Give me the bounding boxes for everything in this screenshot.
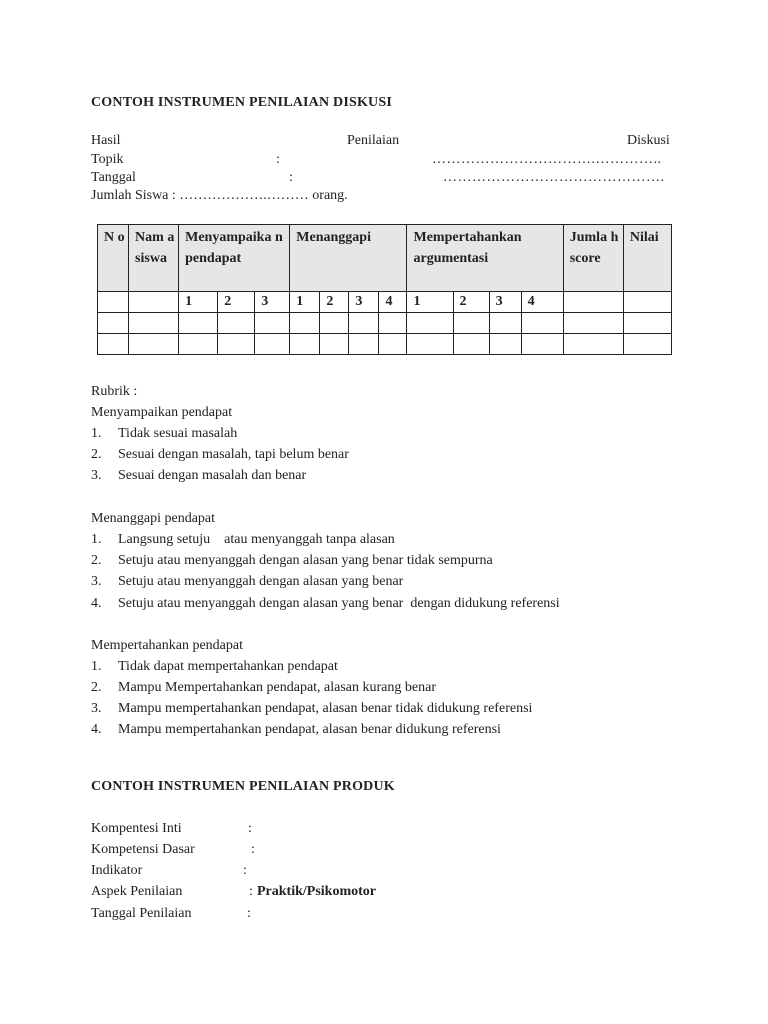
- field-colon: :: [247, 906, 251, 921]
- jumlah-siswa: Jumlah Siswa : ……………….……… orang.: [91, 188, 348, 203]
- field-label: Indikator: [91, 863, 143, 878]
- list-item: 4. Setuju atau menyanggah dengan alasan yang benar dengan didukung referensi: [91, 596, 560, 611]
- field-colon: :: [251, 842, 255, 857]
- table-cell: [563, 334, 623, 355]
- table-row: [98, 313, 672, 334]
- header-menanggapi: Menanggapi: [290, 225, 407, 292]
- tanggal-dots: ……………………………………….: [443, 170, 665, 185]
- list-item: 3. Setuju atau menyanggah dengan alasan yang benar: [91, 574, 404, 589]
- topik-dots: …………………………….…………..: [432, 152, 662, 167]
- diskusi-title: CONTOH INSTRUMEN PENILAIAN DISKUSI: [91, 95, 392, 110]
- field-colon: :: [243, 863, 247, 878]
- table-cell: [320, 313, 349, 334]
- rubrik-label: Rubrik :: [91, 384, 138, 399]
- score-number-row: [98, 292, 672, 313]
- table-header-row: [98, 225, 672, 292]
- table-cell: [349, 313, 379, 334]
- field-label: Tanggal Penilaian: [91, 906, 192, 921]
- list-item: 1. Tidak sesuai masalah: [91, 426, 238, 441]
- table-cell: [563, 313, 623, 334]
- assessment-table: [97, 224, 672, 355]
- table-cell: [349, 334, 379, 355]
- table-cell: [179, 334, 218, 355]
- list-item: 3. Sesuai dengan masalah dan benar: [91, 468, 307, 483]
- table-cell: [379, 313, 407, 334]
- field-label: Kompentesi Inti: [91, 821, 182, 836]
- penilaian-word: Penilaian: [347, 133, 400, 148]
- tanggal-colon: :: [289, 170, 293, 185]
- field-label: Kompetensi Dasar: [91, 842, 195, 857]
- tanggal-label: Tanggal: [91, 170, 136, 185]
- header-menyampaikan: Menyampaika n pendapat: [179, 225, 290, 292]
- rubrik-section-title: Menanggapi pendapat: [91, 511, 216, 526]
- table-cell: [320, 334, 349, 355]
- table-cell: [218, 313, 255, 334]
- table-cell: [521, 313, 563, 334]
- table-cell: [290, 334, 320, 355]
- table-cell: [623, 313, 671, 334]
- table-cell: [623, 292, 671, 313]
- field-colon: :: [248, 821, 252, 836]
- topik-label: Topik: [91, 152, 124, 167]
- list-item: 3. Mampu mempertahankan pendapat, alasan benar tidak didukung referensi: [91, 701, 533, 716]
- header-nilai: Nilai: [623, 225, 671, 292]
- table-cell: [218, 334, 255, 355]
- list-item: 2. Setuju atau menyanggah dengan alasan yang benar tidak sempurna: [91, 553, 493, 568]
- score-label: 3: [349, 292, 379, 313]
- list-item: 2. Sesuai dengan masalah, tapi belum benar: [91, 447, 349, 462]
- table-cell: [129, 313, 179, 334]
- topik-colon: :: [276, 152, 280, 167]
- score-label: 3: [255, 292, 290, 313]
- diskusi-word: Diskusi: [627, 133, 670, 148]
- table-cell: [521, 334, 563, 355]
- header-jumlah-score: Jumla h score: [563, 225, 623, 292]
- table-cell: [255, 334, 290, 355]
- score-label: 2: [320, 292, 349, 313]
- score-label: 1: [290, 292, 320, 313]
- field-label: Aspek Penilaian: [91, 884, 183, 899]
- produk-title: CONTOH INSTRUMEN PENILAIAN PRODUK: [91, 779, 395, 794]
- table-cell: [129, 292, 179, 313]
- list-item: 1. Tidak dapat mempertahankan pendapat: [91, 659, 338, 674]
- table-cell: [255, 313, 290, 334]
- rubrik-section-title: Mempertahankan pendapat: [91, 638, 243, 653]
- score-label: 1: [407, 292, 453, 313]
- table-cell: [623, 334, 671, 355]
- table-cell: [129, 334, 179, 355]
- table-cell: [179, 313, 218, 334]
- score-label: 4: [379, 292, 407, 313]
- table-cell: [407, 334, 453, 355]
- field-colon: :: [249, 884, 253, 899]
- table-cell: [98, 313, 129, 334]
- table-row: [98, 334, 672, 355]
- table-cell: [98, 292, 129, 313]
- table-cell: [290, 313, 320, 334]
- header-no: N o: [98, 225, 129, 292]
- hasil-word: Hasil: [91, 133, 121, 148]
- table-cell: [453, 334, 489, 355]
- list-item: 4. Mampu mempertahankan pendapat, alasan benar didukung referensi: [91, 722, 501, 737]
- header-mempertahankan: Mempertahankan argumentasi: [407, 225, 563, 292]
- rubrik-section-title: Menyampaikan pendapat: [91, 405, 233, 420]
- score-label: 2: [218, 292, 255, 313]
- score-label: 4: [521, 292, 563, 313]
- score-label: 2: [453, 292, 489, 313]
- table-cell: [489, 334, 521, 355]
- table-cell: [563, 292, 623, 313]
- table-cell: [98, 334, 129, 355]
- table-cell: [407, 313, 453, 334]
- table-cell: [489, 313, 521, 334]
- table-cell: [453, 313, 489, 334]
- table-cell: [379, 334, 407, 355]
- list-item: 1. Langsung setuju atau menyanggah tanpa alasan: [91, 532, 395, 547]
- score-label: 1: [179, 292, 218, 313]
- score-label: 3: [489, 292, 521, 313]
- list-item: 2. Mampu Mempertahankan pendapat, alasan kurang benar: [91, 680, 436, 695]
- aspek-value: Praktik/Psikomotor: [257, 884, 376, 899]
- header-nama: Nam a siswa: [129, 225, 179, 292]
